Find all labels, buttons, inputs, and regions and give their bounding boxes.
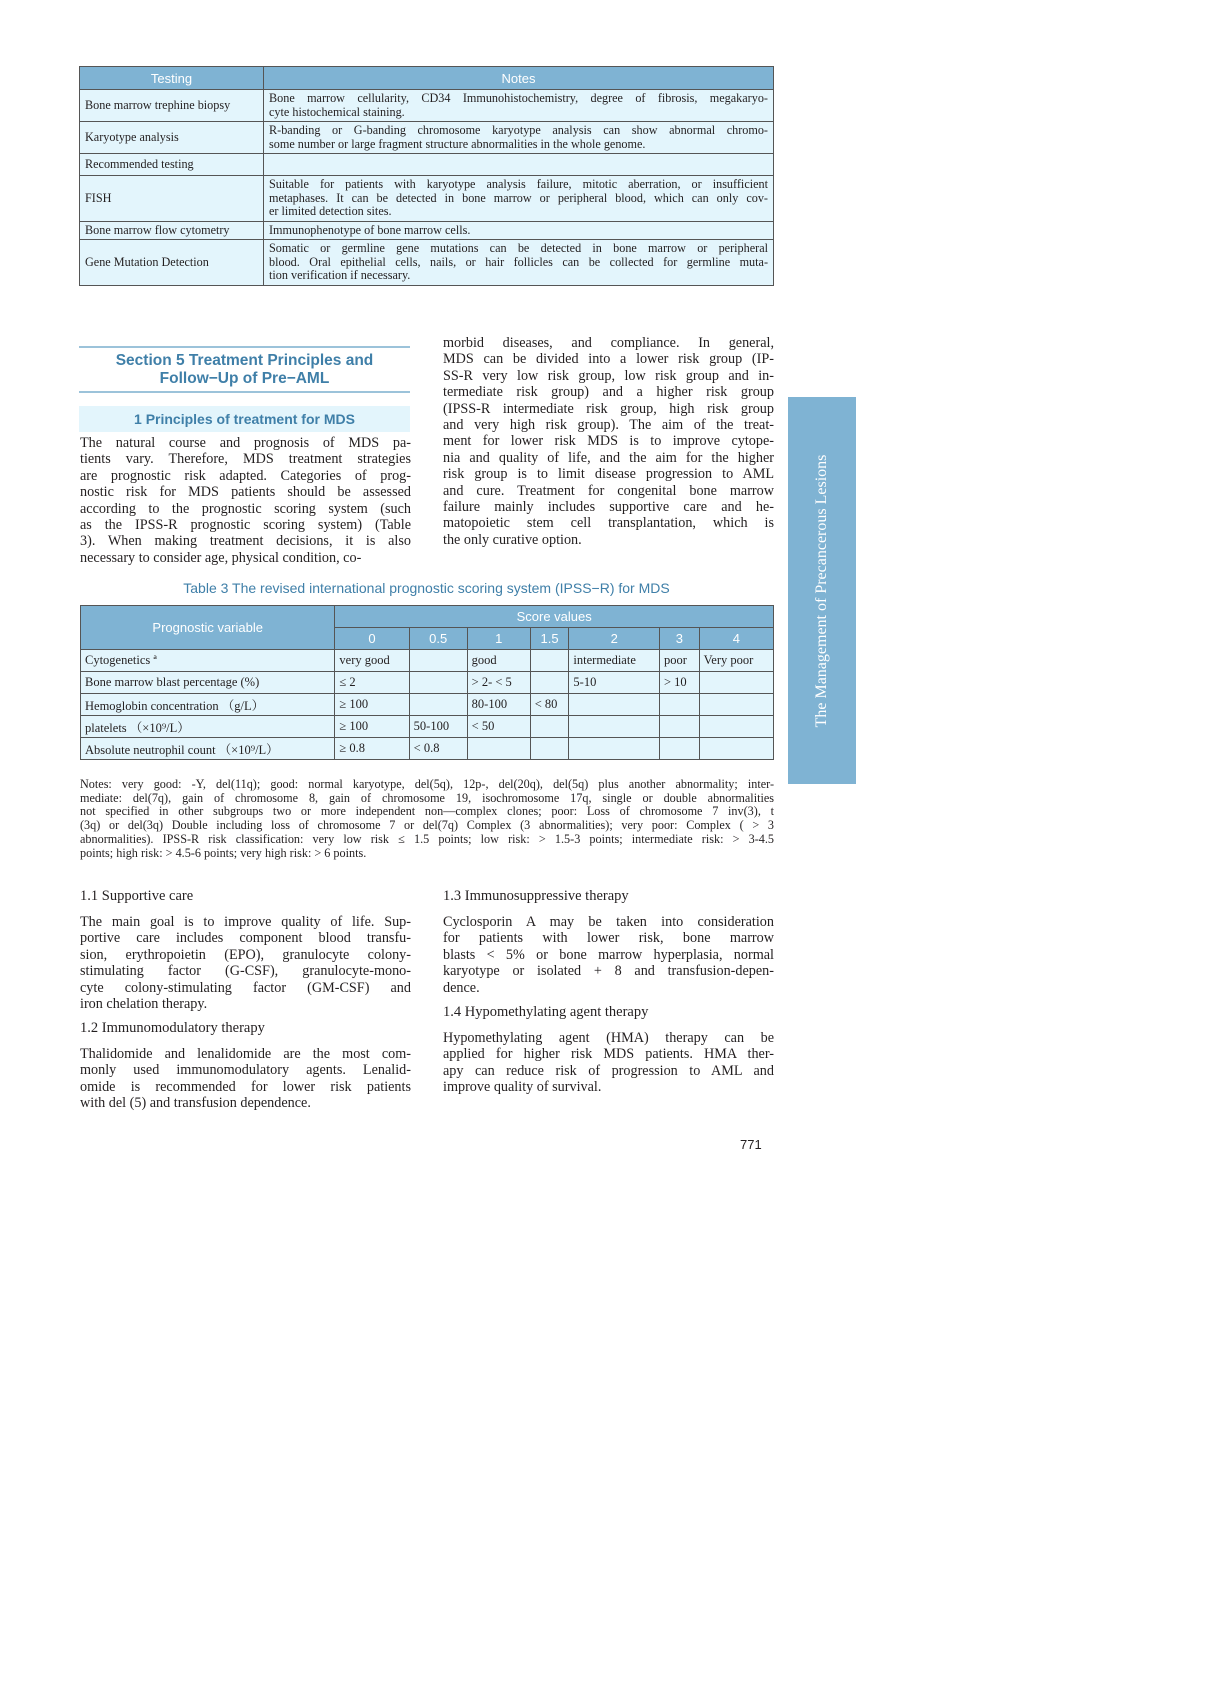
score-cell xyxy=(530,672,569,694)
text-line: for patients with lower risk, bone marrow xyxy=(443,930,774,947)
score-cell: ≥ 0.8 xyxy=(335,738,409,760)
text-line: according to the prognostic scoring system (such xyxy=(80,500,411,517)
score-column-header: 3 xyxy=(659,628,699,650)
text-line: karyotype or isolated + 8 and transfusion-depen- xyxy=(443,963,774,980)
ipss-r-row xyxy=(81,672,774,694)
score-cell xyxy=(467,738,530,760)
score-cell: > 10 xyxy=(659,672,699,694)
table3-notes xyxy=(80,778,774,860)
paragraph-supportive-care xyxy=(80,914,411,1012)
score-cell: ≥ 100 xyxy=(335,716,409,738)
text-line: dence. xyxy=(443,979,480,996)
text-line: as the IPSS-R prognostic scoring system) (Table xyxy=(80,517,411,534)
score-cell: ≤ 2 xyxy=(335,672,409,694)
heading-immunomodulatory-therapy: 1.2 Immunomodulatory therapy xyxy=(80,1020,265,1036)
testing-cell: Bone marrow flow cytometry xyxy=(80,221,264,240)
text-line: Hypomethylating agent (HMA) therapy can be xyxy=(443,1030,774,1046)
header-testing: Testing xyxy=(80,67,264,90)
header-score-values: Score values xyxy=(335,606,774,628)
score-cell: < 50 xyxy=(467,716,530,738)
section-title xyxy=(79,346,410,393)
page-number: 771 xyxy=(740,1137,762,1152)
text-line: 3). When making treatment decisions, it is also xyxy=(80,533,411,550)
score-column-header: 1 xyxy=(467,628,530,650)
testing-table-row xyxy=(80,176,774,222)
variable-cell: Hemoglobin concentration （g/L） xyxy=(81,694,335,716)
variable-cell: Cytogenetics ª xyxy=(81,650,335,672)
heading-immunosuppressive-therapy: 1.3 Immunosuppressive therapy xyxy=(443,888,629,904)
table3-caption: Table 3 The revised international prognostic scoring system (IPSS−R) for MDS xyxy=(183,580,670,596)
score-cell xyxy=(659,738,699,760)
text-line: and cure. Treatment for congenital bone marrow xyxy=(443,482,774,499)
text-line: not specified in other subgroups two or more independent non—complex clones; poor: Loss of chromosome 7 inv(3), t xyxy=(80,804,774,819)
text-line: iron chelation therapy. xyxy=(80,996,208,1013)
notes-cell xyxy=(264,154,774,176)
score-cell xyxy=(699,738,773,760)
testing-cell: Recommended testing xyxy=(80,154,264,176)
notes-line: metaphases. It can be detected in bone marrow or peripheral blood, which can only cov- xyxy=(269,190,768,205)
notes-line: tion verification if necessary. xyxy=(269,268,411,282)
score-column-header: 1.5 xyxy=(530,628,569,650)
notes-cell xyxy=(264,90,774,122)
score-cell: intermediate xyxy=(569,650,660,672)
testing-table-row xyxy=(80,154,774,176)
text-line: and very high risk group). The aim of the treat- xyxy=(443,417,774,434)
text-line: failure mainly includes supportive care and he- xyxy=(443,499,774,516)
heading-supportive-care: 1.1 Supportive care xyxy=(80,888,194,904)
text-line: termediate risk group) and a higher risk group xyxy=(443,384,774,401)
score-cell: very good xyxy=(335,650,409,672)
text-line: The main goal is to improve quality of life. Sup- xyxy=(80,914,411,930)
text-line: sion, erythropoietin (EPO), granulocyte colony- xyxy=(80,946,411,963)
text-line: apy can reduce risk of progression to AML and xyxy=(443,1062,774,1079)
score-cell: 5-10 xyxy=(569,672,660,694)
score-column-header: 2 xyxy=(569,628,660,650)
score-cell xyxy=(409,694,467,716)
notes-line: Somatic or germline gene mutations can be detected in bone marrow or peripheral xyxy=(269,241,768,255)
text-line: nia and quality of life, and the aim for the higher xyxy=(443,449,774,466)
text-line: necessary to consider age, physical condition, co- xyxy=(80,549,362,566)
testing-cell: FISH xyxy=(80,176,264,222)
text-line: tients vary. Therefore, MDS treatment strategies xyxy=(80,451,411,468)
notes-cell xyxy=(264,240,774,286)
text-line: (IPSS-R intermediate risk group, high risk group xyxy=(443,400,774,417)
text-line: Thalidomide and lenalidomide are the most com- xyxy=(80,1046,411,1062)
score-cell xyxy=(699,716,773,738)
testing-table xyxy=(79,66,774,286)
text-line: matopoietic stem cell transplantation, which is xyxy=(443,515,774,532)
score-column-header: 0 xyxy=(335,628,409,650)
ipss-r-row xyxy=(81,716,774,738)
text-line: cyte colony-stimulating factor (GM-CSF) and xyxy=(80,979,411,996)
subsection-title: 1 Principles of treatment for MDS xyxy=(79,406,410,432)
text-line: blasts < 5% or bone marrow hyperplasia, normal xyxy=(443,946,774,963)
side-tab-label: The Management of Precancerous Lesions xyxy=(813,454,830,727)
text-line: abnormalities). IPSS-R risk classification: very low risk ≤ 1.5 points; low risk: > 1.5-3 points; intermediate risk: > 3-4.5 xyxy=(80,831,774,846)
text-line: Notes: very good: -Y, del(11q); good: normal karyotype, del(5q), 12p-, del(20q), del(5q) plus another abnormality; inter- xyxy=(80,777,774,791)
section-title-line-1: Section 5 Treatment Principles and xyxy=(115,352,374,369)
paragraph-hypomethylating-agent-therapy xyxy=(443,1030,774,1096)
testing-table-row xyxy=(80,240,774,286)
paragraph-immunomodulatory-therapy xyxy=(80,1046,411,1112)
testing-table-row xyxy=(80,221,774,240)
score-cell xyxy=(530,716,569,738)
score-cell xyxy=(659,694,699,716)
score-cell xyxy=(409,672,467,694)
notes-cell xyxy=(264,221,774,240)
score-cell: < 0.8 xyxy=(409,738,467,760)
score-cell xyxy=(530,650,569,672)
notes-cell xyxy=(264,176,774,222)
score-cell: 80-100 xyxy=(467,694,530,716)
score-cell xyxy=(699,694,773,716)
notes-line: Bone marrow cellularity, CD34 Immunohistochemistry, degree of fibrosis, megakaryo- xyxy=(269,91,768,105)
text-line: omide is recommended for lower risk patients xyxy=(80,1078,411,1095)
text-line: MDS can be divided into a lower risk group (IP- xyxy=(443,351,774,368)
score-cell xyxy=(530,738,569,760)
intro-paragraph-col1 xyxy=(80,435,411,566)
score-cell: ≥ 100 xyxy=(335,694,409,716)
ipss-r-table xyxy=(80,605,774,760)
score-cell xyxy=(659,716,699,738)
text-line: mediate: del(7q), gain of chromosome 8, gain of chromosome 19, isochromosome 17q, single or double abnormalities xyxy=(80,790,774,805)
testing-cell: Bone marrow trephine biopsy xyxy=(80,90,264,122)
text-line: the only curative option. xyxy=(443,531,582,548)
score-cell xyxy=(569,738,660,760)
testing-table-row xyxy=(80,122,774,154)
text-line: The natural course and prognosis of MDS pa- xyxy=(80,435,411,451)
score-cell xyxy=(569,694,660,716)
notes-line: cyte histochemical staining. xyxy=(269,104,405,119)
score-cell xyxy=(569,716,660,738)
variable-cell: Absolute neutrophil count （×10⁹/L） xyxy=(81,738,335,760)
score-cell: good xyxy=(467,650,530,672)
score-cell xyxy=(409,650,467,672)
notes-line: blood. Oral epithelial cells, nails, or hair follicles can be collected for germline muta- xyxy=(269,254,768,269)
text-line: monly used immunomodulatory agents. Lenalid- xyxy=(80,1062,411,1079)
text-line: stimulating factor (G-CSF), granulocyte-mono- xyxy=(80,963,411,980)
header-prognostic-variable: Prognostic variable xyxy=(81,606,335,650)
score-cell: > 2- < 5 xyxy=(467,672,530,694)
paragraph-immunosuppressive-therapy xyxy=(443,914,774,996)
score-cell xyxy=(699,672,773,694)
text-line: improve quality of survival. xyxy=(443,1079,602,1096)
text-line: applied for higher risk MDS patients. HMA ther- xyxy=(443,1046,774,1063)
score-cell: 50-100 xyxy=(409,716,467,738)
testing-table-row xyxy=(80,90,774,122)
variable-cell: Bone marrow blast percentage (%) xyxy=(81,672,335,694)
header-notes: Notes xyxy=(264,67,774,90)
text-line: portive care includes component blood transfu- xyxy=(80,930,411,947)
score-cell: Very poor xyxy=(699,650,773,672)
notes-line: R-banding or G-banding chromosome karyotype analysis can show abnormal chromo- xyxy=(269,123,768,137)
testing-cell: Karyotype analysis xyxy=(80,122,264,154)
testing-table-header xyxy=(80,67,774,90)
text-line: are prognostic risk adapted. Categories of prog- xyxy=(80,467,411,484)
score-column-header: 4 xyxy=(699,628,773,650)
notes-line: er limited detection sites. xyxy=(269,204,392,218)
score-cell: < 80 xyxy=(530,694,569,716)
variable-cell: platelets （×10⁹/L） xyxy=(81,716,335,738)
text-line: risk group is to limit disease progression to AML xyxy=(443,466,774,483)
ipss-r-row xyxy=(81,694,774,716)
intro-paragraph-col2 xyxy=(443,335,774,548)
notes-line: some number or large fragment structure abnormalities in the whole genome. xyxy=(269,136,646,151)
score-column-header: 0.5 xyxy=(409,628,467,650)
ipss-r-row xyxy=(81,650,774,672)
notes-line: Suitable for patients with karyotype analysis failure, mitotic aberration, or insufficient xyxy=(269,177,768,191)
notes-line: Immunophenotype of bone marrow cells. xyxy=(269,222,471,237)
text-line: Cyclosporin A may be taken into consideration xyxy=(443,914,774,930)
notes-cell xyxy=(264,122,774,154)
text-line: points; high risk: > 4.5-6 points; very high risk: > 6 points. xyxy=(80,845,367,860)
text-line: (3q) or del(3q) Double including loss of chromosome 7 or del(7q) Complex (3 abnormalities); very poor: Complex ( > 3 xyxy=(80,818,774,833)
text-line: SS-R very low risk group, low risk group and in- xyxy=(443,367,774,384)
text-line: nostic risk for MDS patients should be assessed xyxy=(80,484,411,501)
heading-hypomethylating-agent-therapy: 1.4 Hypomethylating agent therapy xyxy=(443,1004,649,1020)
text-line: ment for lower risk MDS is to improve cytope- xyxy=(443,433,774,450)
text-line: with del (5) and transfusion dependence. xyxy=(80,1095,311,1112)
score-cell: poor xyxy=(659,650,699,672)
side-tab xyxy=(788,397,856,784)
text-line: morbid diseases, and compliance. In general, xyxy=(443,335,774,351)
ipss-r-row xyxy=(81,738,774,760)
section-title-line-2: Follow−Up of Pre−AML xyxy=(159,370,330,387)
testing-cell: Gene Mutation Detection xyxy=(80,240,264,286)
